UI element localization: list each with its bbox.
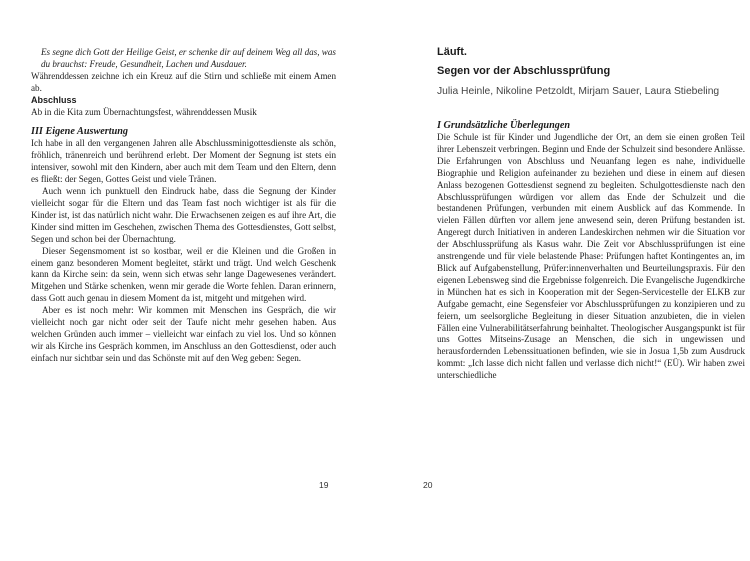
- right-text-block: [437, 119, 745, 382]
- paragraph: Ich habe in all den vergangenen Jahren alle Abschlussminigottesdienste als schön, fröhlich, tränenreich und berührend erlebt. Der Moment der Segnung ist stets ein intensiver, sowohl mit den Kindern, aber auch mit dem Team und den Eltern, denn es fließt: der Segen, Gottes Geist und viele Tränen.: [31, 138, 336, 185]
- section-heading-eigene-auswertung: III Eigene Auswertung: [31, 126, 128, 138]
- right-page: [375, 0, 750, 561]
- paragraph: Aber es ist noch mehr: Wir kommen mit Menschen ins Gespräch, die wir vielleicht noch gar nicht oder seit der Taufe nicht mehr gesehen haben. Aus welchen Gründen auch immer – vielleicht war einfach zu viel los. Und so können wir als Kirche ins Gespräch kommen, im Anschluss an den Gottesdienst, oder auch einfach nur sichtbar sein und das Schönste mit auf den Weg geben: Segen.: [31, 305, 336, 363]
- page-number: 20: [423, 480, 433, 490]
- left-text-block: [31, 47, 336, 365]
- chapter-subtitle: Segen vor der Abschlussprüfung: [437, 65, 611, 77]
- paragraph: Auch wenn ich punktuell den Eindruck habe, dass die Segnung der Kinder vielleicht sogar für die Eltern und das Team fast noch wichtiger ist als für die Kinder ist, ist das natürlich nicht wahr. Die Erwachsenen zeigen es auf ihre Art, die Kinder sind mitten im Geschehen, zwischen Thema des Gottesdienstes, Gott selbst, Segen und schon bei der Übernachtung.: [31, 186, 336, 244]
- abschluss-heading: Abschluss: [31, 94, 77, 105]
- authors: Julia Heinle, Nikoline Petzoldt, Mirjam Sauer, Laura Stiebeling: [437, 86, 720, 97]
- instruction-text: Währenddessen zeichne ich ein Kreuz auf die Stirn und schließe mit einem Amen ab.: [31, 70, 336, 93]
- paragraph: Dieser Segensmoment ist so kostbar, weil er die Kleinen und die Großen in einem ganz besonderen Moment begleitet, stärkt und trägt. Und welch Geschenk kann da Kirche sein: da sein, wenn sich etwas sehr lange Dagewesenes verändert. Mitgehen und Stärke schenken, wenn mir gerade die Worte fehlen. Daran erinnern, dass Gott auch genau in diesem Moment da ist, mitgeht und mitgehen wird.: [31, 245, 336, 304]
- section-heading-grundsaetzliche-ueberlegungen: I Grundsätzliche Überlegungen: [437, 120, 571, 131]
- abschluss-text: Ab in die Kita zum Übernachtungsfest, währenddessen Musik: [31, 106, 257, 117]
- blessing-text: Es segne dich Gott der Heilige Geist, er schenke dir auf deinem Weg all das, was du brauchst: Freude, Gesundheit, Lachen und Ausdauer.: [41, 47, 336, 69]
- chapter-title: Läuft.: [437, 46, 467, 58]
- paragraph: Die Schule ist für Kinder und Jugendliche der Ort, an dem sie einen großen Teil ihrer Lebenszeit verbringen. Beginn und Ende der Schulzeit sind besondere Anlässe. Die Erfahrungen von Abschluss und Neuanfang legen es nahe, individuelle Biographie und Religion aufeinander zu beziehen und diese in einem auf diesen Anlass bezogenen Gottesdienst segnend zu begleiten. Schulgottesdienste nach den Abschlussprüfungen würdigen vor allem das Ende der Schulzeit und die bestandenen Prüfungen, verbunden mit einem Ausblick auf das Kommende. In vielen Fällen dürften vor allem jene anwesend sein, deren Prüfung bestanden ist. Angeregt durch Initiativen in anderen Landeskirchen nehmen wir die Situation vor der Abschlussprüfung als Kasus wahr. Die Zeit vor Abschlussprüfungen ist eine anstrengende und für viele belastende Phase: Prüfungen haftet Kontingentes an, im Blick auf Aufgabenstellung, Prüfer:innenverhalten und Beurteilungspraxis. Für den eigenen Lebensweg sind die Ergebnisse folgenreich. Die Evangelische Jugendkirche in München hat es sich in Kooperation mit der Segen-Servicestelle der ELKB zur Aufgabe gemacht, eine Segensfeier vor Abschlussprüfungen zu konzipieren und zu feiern, um seelsorgliche Begleitung in dieser Situation anzubieten, die in vielen Fällen eine Vulnerabilitätserfahrung beinhaltet. Theologischer Ausgangspunkt ist für uns Gottes Mitseins-Zusage an Menschen, die sich in ungewissen und herausfordernden Lebenssituationen befinden, wie sie in Josua 1,5b zum Ausdruck kommt: „Ich lasse dich nicht fallen und verlasse dich nicht!“ (EÜ). Wir haben zwei unterschiedliche: [437, 132, 745, 381]
- page-number: 19: [319, 480, 329, 490]
